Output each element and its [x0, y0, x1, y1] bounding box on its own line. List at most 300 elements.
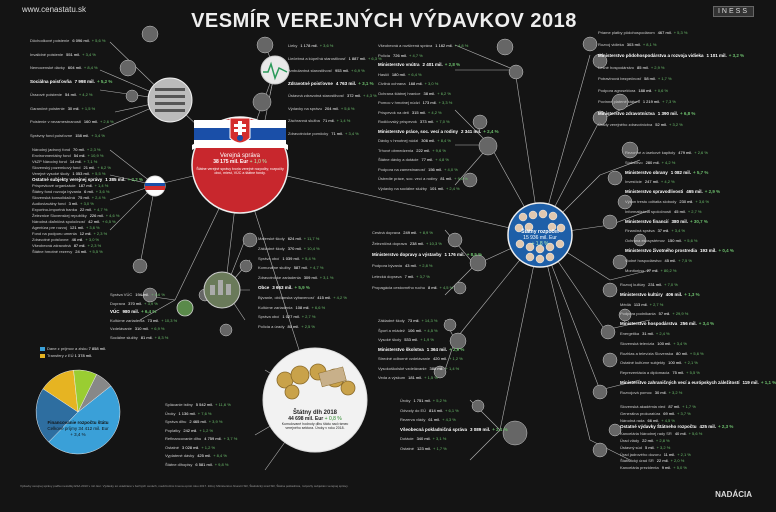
item-change: + 1,7 %	[433, 445, 447, 451]
item-value: 123 mil.	[417, 445, 432, 451]
left-mid-item-6	[32, 183, 108, 188]
item-change: + 2,7 %	[687, 208, 702, 214]
item-value: 425 mil.	[699, 424, 717, 430]
item-value: 373 mil.	[419, 119, 434, 124]
center-change: + 1,0 %	[249, 159, 267, 165]
item-value: 31 mil.	[642, 331, 654, 336]
obce-item-4	[258, 275, 333, 280]
item-value: 11 mil.	[663, 451, 676, 457]
item-change: + 2,6 %	[694, 150, 708, 155]
pie-legend-value-0: 7 858 mil.	[88, 346, 106, 351]
item-name: Štatistický úrad SR	[620, 458, 654, 464]
item-change: + 30,7 %	[690, 218, 708, 224]
item-name: Ministerstvo pôdohospodárstva a rozvoja vidieka	[598, 53, 704, 58]
item-name: Polícia a úrady	[258, 324, 285, 330]
item-value: 231 mil.	[648, 282, 663, 287]
item-change: + 7,3 %	[662, 99, 676, 104]
item-name: Monitoring	[625, 267, 644, 273]
item-change: + 8,4 %	[213, 453, 227, 458]
item-name: Všeobecná a rozšírená správa	[378, 43, 433, 48]
item-value: 24 mil.	[75, 249, 88, 254]
bottom-right-item-0	[620, 404, 696, 409]
item-value: 980 mil.	[122, 309, 140, 314]
item-value: 587 mil.	[293, 265, 308, 271]
item-change: + 4,3 %	[362, 93, 377, 98]
item-value: 204 mil.	[324, 105, 339, 111]
item-value: 46 mil.	[71, 237, 84, 242]
statny-rozpocet-label	[515, 229, 565, 247]
item-value: 40 mil.	[674, 431, 687, 437]
item-value: 77 mil.	[421, 157, 434, 162]
center-value	[195, 159, 285, 165]
item-change: + 5,6 %	[683, 238, 698, 244]
item-name: Slovenská akadémia vied	[620, 404, 666, 409]
item-value: 230 mil.	[679, 199, 694, 204]
mid-center-item-14	[378, 176, 468, 181]
item-name: Ministerstvo dopravy a výstavby	[372, 252, 442, 257]
left-top-item-5	[30, 106, 95, 111]
item-value: 61 mil.	[428, 417, 441, 422]
right-low-item-0	[620, 282, 678, 287]
sr-value: 15 936 mil. Eur	[523, 235, 557, 241]
item-value: 168 mil.	[408, 81, 423, 86]
right-mid-item-10	[625, 248, 734, 253]
item-change: + 3,0 %	[424, 81, 439, 86]
item-value: 30 mil.	[654, 389, 667, 395]
left-top-item-7	[30, 133, 105, 138]
item-name: Kancelária Národnej rady SR	[620, 431, 672, 437]
item-change: + 4,7 %	[93, 207, 108, 212]
item-name: Energetika	[620, 331, 640, 336]
item-name: Doprava	[110, 300, 126, 306]
item-name: Podpora podnikania	[620, 311, 656, 317]
item-value: 467 mil.	[657, 30, 672, 35]
item-change: + 4,6 %	[151, 292, 165, 297]
item-value: 194 mil.	[135, 292, 150, 297]
item-change: + 3,6 %	[319, 43, 334, 48]
item-value: 604 mil.	[67, 65, 82, 70]
right-mid-item-2	[625, 170, 708, 175]
item-change: + 3,4 %	[91, 132, 105, 138]
item-change: + 5,9 %	[294, 285, 310, 290]
pie-chart	[36, 370, 120, 454]
item-value: 52 mil.	[655, 122, 668, 127]
dlh-items-item-1	[165, 411, 211, 416]
item-change: + 8,4 %	[83, 65, 98, 70]
mid-center-item-1	[378, 53, 423, 58]
item-name: Výdavky na sociálne služby	[378, 185, 427, 191]
left-mid-item-0	[32, 147, 101, 152]
item-value: 54 mil.	[73, 153, 86, 158]
item-value: 193 mil.	[700, 248, 717, 253]
item-value: 238 mil.	[409, 241, 424, 246]
item-name: Príspevkové organizácie	[32, 183, 76, 188]
item-value: 119 mil.	[742, 380, 759, 385]
item-name: Zdravotné poisťovne	[32, 237, 69, 242]
bottom-mid-item-1	[400, 408, 459, 413]
item-name: Podpora agrosektora	[598, 87, 636, 93]
item-value: 726 mil.	[393, 52, 408, 58]
item-change: + 3,0 %	[85, 237, 100, 242]
item-change: + 6,2 %	[437, 90, 451, 96]
item-value: 187 mil.	[78, 183, 93, 188]
mid-center-item-11	[378, 148, 446, 153]
item-change: + 2,4 %	[445, 185, 460, 191]
item-value: 87 mil.	[73, 243, 86, 248]
item-value: 306 mil.	[421, 138, 436, 143]
item-value: 180 mil.	[391, 71, 406, 77]
item-change: + 8,5 %	[466, 252, 483, 257]
item-name: Ministerstvo zahraničných vecí a európskych záležitostí	[620, 380, 740, 385]
item-change: + 3,6 %	[85, 225, 100, 230]
item-change: + 6,9 %	[150, 326, 165, 331]
item-value: 2 465 mil.	[189, 419, 207, 424]
left-mid-item-8	[32, 195, 105, 200]
right-mid-item-8	[625, 228, 685, 233]
left-top-item-6	[30, 119, 114, 124]
item-change: + 5,6 %	[340, 105, 355, 111]
item-name: Ambulantná starostlivosť	[288, 68, 332, 73]
item-value: 226 mil.	[89, 213, 104, 218]
item-value: 1 219 mil.	[642, 99, 661, 104]
item-change: + 5,2 %	[432, 398, 447, 403]
item-name: Rozvojová pomoc	[620, 389, 652, 395]
item-value: 249 mil.	[403, 230, 418, 235]
right-low-item-10	[620, 380, 776, 385]
item-name: Médiá	[620, 301, 631, 307]
item-name: Ústavný súd	[620, 444, 643, 450]
item-value: 106 mil.	[407, 327, 422, 333]
dlh-items-item-0	[165, 402, 231, 407]
item-change: + 6,5 %	[101, 219, 116, 224]
item-change: + 5,5 %	[89, 249, 103, 254]
left-top-item-3	[30, 79, 112, 84]
item-change: + 6,1 %	[445, 407, 459, 413]
item-value: 156 mil.	[428, 166, 443, 172]
right-top-item-3	[598, 65, 665, 70]
item-change: + 3,0 %	[80, 201, 94, 206]
item-name: Poplatky	[165, 427, 181, 433]
item-value: 4 763 mil.	[335, 80, 357, 86]
item-name: Ostatné	[400, 445, 415, 451]
item-name: Kultúrne zariadenia	[110, 317, 145, 323]
item-name: Hasiči	[378, 71, 389, 77]
dopravy-item-5	[372, 285, 453, 290]
item-change: + 29,9 %	[672, 311, 689, 317]
item-change: + 2,7 %	[649, 301, 664, 307]
item-change: + 1,4 %	[445, 365, 460, 371]
item-name: Štátne dávky a dotácie	[378, 157, 419, 162]
item-value: 101 mil.	[429, 185, 444, 191]
item-value: 3 mil.	[68, 201, 79, 206]
item-value: 73 mil.	[147, 317, 160, 323]
item-value: 43 mil.	[405, 263, 417, 268]
right-low-item-1	[620, 292, 700, 297]
item-change: + 9,8 %	[454, 176, 468, 181]
item-name: Rezerva vlády	[400, 417, 426, 422]
item-value: 1 178 mil.	[300, 43, 318, 48]
obce-item-5	[258, 285, 310, 290]
item-name: Rezortné a úsekové kapitoly	[625, 150, 676, 155]
right-mid-item-1	[625, 160, 675, 165]
dlh-title: Štátny dlh 2018	[292, 410, 337, 416]
item-change: + 6,8 %	[680, 110, 696, 116]
item-change: + 7,6 %	[197, 410, 212, 416]
left-mid-item-3	[32, 165, 111, 170]
item-value: 624 mil.	[287, 236, 302, 241]
item-name: Invalidné poistenie	[30, 51, 64, 57]
item-value: 69 mil.	[663, 410, 676, 416]
right-low-item-2	[620, 302, 663, 307]
bottom-mid-item-4	[400, 436, 446, 441]
item-change: + 2,9 %	[704, 189, 721, 195]
item-change: + 3,4 %	[698, 321, 715, 327]
item-change: + 2,1 %	[492, 426, 508, 432]
item-value: 8 mil.	[427, 285, 438, 290]
item-name: Základné školy	[258, 245, 285, 251]
item-change: + 9,8 %	[214, 461, 229, 467]
item-value: 1 027 mil.	[282, 314, 300, 320]
item-value: 242 mil.	[183, 427, 198, 433]
bottom-right-item-1	[620, 411, 691, 416]
item-change: + 4,8 %	[435, 157, 449, 162]
item-change: + 2,3 %	[87, 243, 102, 248]
item-value: 37 mil.	[657, 228, 670, 234]
item-name: Rozhlas a televízia Slovenska	[620, 350, 674, 356]
left-mid-item-15	[32, 237, 99, 242]
item-name: Propagácia cestovného ruchu	[372, 285, 425, 290]
item-name: Ministerstvo hospodárstva	[620, 321, 678, 327]
item-name: Exportno-importná banka	[32, 207, 77, 212]
item-name: Liečebná a kúpeľná starostlivosť	[288, 55, 346, 61]
item-change: + 4,3 %	[442, 417, 456, 422]
item-change: + 2,2 %	[127, 177, 143, 182]
bottom-right-item-4	[620, 431, 702, 436]
mid-center-item-8	[378, 119, 450, 124]
item-value: 45 mil.	[674, 208, 686, 214]
item-change: + 8,9 %	[419, 230, 433, 235]
left-top-item-0	[30, 38, 105, 43]
item-name: Výdavky na správu	[288, 105, 322, 111]
right-top-item-6	[598, 99, 676, 104]
item-value: 7 mil.	[404, 274, 415, 279]
item-name: Odvody do EÚ	[400, 407, 427, 413]
item-name: Správa obcí	[258, 255, 280, 261]
item-change: + 3,9 %	[144, 300, 158, 306]
pie-legend-name-0: Dane z príjmov a zisku	[47, 346, 88, 351]
item-name: Vzdelávanie	[110, 326, 132, 331]
item-change: + 5,3 %	[673, 30, 688, 35]
item-value: 1 364 mil.	[426, 346, 448, 352]
left-low-item-5	[110, 335, 168, 340]
item-change: + 0,4 %	[718, 248, 734, 253]
item-value: 465 mil.	[686, 189, 703, 195]
left-mid-item-1	[32, 153, 103, 158]
item-value: 814 mil.	[429, 407, 444, 413]
item-value: 14 mil.	[69, 159, 82, 164]
item-name: VšZP Národný fond	[32, 159, 67, 164]
item-name: Sociálne služby	[110, 334, 138, 340]
item-name: Lieky	[288, 43, 298, 48]
obce-item-1	[258, 246, 320, 251]
right-top-item-1	[598, 42, 657, 47]
bottom-right-item-5	[620, 438, 670, 443]
item-change: + 4,2 %	[78, 92, 93, 97]
right-low-item-6	[620, 341, 687, 346]
item-value: 108 mil.	[295, 304, 310, 310]
item-name: VÚC	[110, 309, 120, 314]
item-change: + 0,6 %	[654, 87, 669, 93]
item-value: 80 mil.	[676, 350, 688, 356]
right-mid-item-12	[625, 268, 676, 273]
item-change: + 4,6 %	[105, 213, 120, 218]
item-change: + 3,4 %	[345, 130, 359, 136]
mid-center-item-5	[378, 91, 451, 96]
dlh-items-item-4	[165, 436, 237, 441]
left-low-item-3	[110, 318, 177, 323]
item-change: + 80,2 %	[660, 267, 677, 273]
item-change: + 1,7 %	[682, 404, 696, 409]
skolstvo-item-1	[378, 328, 438, 333]
item-value: 406 mil.	[665, 291, 683, 297]
item-name: Základné školy	[378, 318, 405, 323]
item-change: + 2,4 %	[483, 128, 499, 134]
item-value: 71 mil.	[322, 118, 335, 123]
item-value: 953 mil.	[334, 68, 349, 73]
item-change: + 4,7 %	[409, 52, 423, 58]
item-name: Civilná ochrana	[378, 81, 406, 86]
item-name: Potravinová bezpečnosť	[598, 76, 642, 81]
right-low-item-5	[620, 331, 670, 336]
right-mid-item-9	[625, 238, 698, 243]
item-value: 58 mil.	[644, 76, 656, 81]
item-change: + 3,6 %	[95, 189, 110, 194]
bottom-right-item-3	[620, 424, 733, 429]
item-change: + 3,1 %	[358, 80, 374, 86]
item-name: Štátny fond rozvoja bývania	[32, 189, 82, 194]
right-low-item-4	[620, 321, 714, 326]
item-name: Správny fond poisťovne	[30, 132, 73, 138]
item-value: 3 089 mil.	[470, 426, 491, 432]
item-name: Úroky	[165, 410, 176, 416]
item-name: Štátne hmotné rezervy	[32, 249, 73, 254]
item-name: Ministerstvo kultúry	[620, 291, 663, 297]
item-value: 38 mil.	[423, 90, 436, 96]
bottom-right-item-9	[620, 465, 687, 470]
item-name: Železnice Slovenskej republiky	[32, 213, 87, 218]
item-name: Polícia	[378, 52, 391, 58]
item-change: + 4,2 %	[660, 179, 675, 185]
item-value: 113 mil.	[633, 301, 648, 307]
item-name: Úrad jadrového dozoru	[620, 451, 661, 457]
right-low-item-9	[620, 370, 700, 375]
item-value: 1 390 mil.	[657, 110, 679, 116]
item-name: Ministerstvo obrany	[625, 169, 668, 175]
right-mid-item-4	[625, 189, 720, 194]
item-name: Ministerstvo zdravotníctva	[598, 110, 655, 116]
top-center-item-0	[288, 43, 333, 48]
right-low-item-7	[620, 351, 704, 356]
mid-center-item-4	[378, 81, 438, 86]
item-change: + 4,5 %	[423, 327, 438, 333]
dlh-items-item-3	[165, 428, 213, 433]
item-name: Cestná doprava	[372, 230, 401, 235]
item-change: + 3,4 %	[671, 228, 686, 234]
item-value: 45 mil.	[664, 257, 677, 263]
item-value: 4 759 mil.	[204, 436, 222, 441]
item-change: + 5,0 %	[673, 465, 687, 471]
left-mid-item-13	[32, 225, 100, 230]
item-name: Priame platby pôdohospodárom	[598, 30, 655, 35]
item-change: + 1,9 %	[420, 337, 434, 342]
item-change: + 5,4 %	[301, 255, 316, 261]
item-change: + 1,2 %	[449, 356, 463, 361]
item-name: Všeobecná pokladničná správa	[400, 426, 468, 432]
item-value: 6 mil.	[84, 189, 94, 194]
item-value: 22 mil.	[79, 207, 92, 212]
item-change: + 3,6 %	[695, 199, 710, 204]
item-name: Všeobecná zdravotná	[32, 243, 71, 248]
item-value: 1 082 mil.	[670, 169, 692, 175]
item-value: 150 mil.	[667, 238, 682, 244]
item-name: Rodičovský príspevok	[378, 119, 417, 124]
item-value: 380 mil.	[429, 365, 444, 371]
dlh-label	[275, 410, 355, 430]
item-name: Úrad vlády	[620, 438, 640, 443]
site-url[interactable]: www.cenastatu.sk	[22, 5, 87, 14]
item-value: 81 mil.	[140, 334, 153, 340]
dopravy-item-3	[372, 263, 433, 268]
item-name: Reprezentácia a diplomacia	[620, 370, 670, 376]
item-value: 54 mil.	[65, 92, 77, 97]
item-change: + 2,1 %	[677, 451, 691, 457]
item-value: 420 mil.	[433, 356, 448, 361]
right-mid-item-7	[625, 219, 708, 224]
left-top-item-4	[30, 92, 93, 97]
left-mid-item-11	[32, 213, 119, 218]
right-mid-item-0	[625, 150, 708, 155]
item-change: + 4,5 %	[439, 285, 454, 290]
item-name: Vodné hospodárstvo	[625, 257, 662, 263]
item-name: Generálna prokuratúra	[620, 410, 661, 416]
item-name: Ostatné kultúrne subjekty	[620, 360, 666, 366]
item-change: + 2,9 %	[449, 346, 465, 352]
item-name: Agentúra pre rozvoj	[32, 225, 67, 230]
item-change: + 1,1 %	[760, 380, 776, 385]
item-change: + 11,7 %	[303, 236, 320, 241]
item-value: 22 mil.	[642, 438, 654, 443]
item-change: + 2,8 %	[444, 62, 461, 67]
obce-item-0	[258, 236, 319, 241]
item-name: Štátne dlhopisy	[165, 461, 193, 467]
skolstvo-item-6	[378, 375, 438, 380]
item-name: Bývanie, občianska vybavenosť	[258, 294, 315, 300]
bottom-right-item-7	[620, 452, 691, 457]
item-change: + 8,3 %	[154, 334, 169, 340]
skolstvo-item-5	[378, 366, 459, 371]
mid-center-item-3	[378, 72, 422, 77]
item-name: Komunálne služby	[258, 265, 291, 271]
top-center-item-5	[288, 106, 355, 111]
item-name: Ministerstvo školstva	[378, 346, 424, 352]
mid-center-item-9	[378, 129, 499, 134]
top-center-item-7	[288, 131, 359, 136]
item-value: 75 mil.	[77, 195, 90, 200]
item-value: 247 mil.	[644, 179, 659, 185]
item-change: + 1,4 %	[94, 183, 109, 188]
item-change: + 5,6 %	[91, 38, 106, 43]
item-value: 75 mil.	[672, 370, 685, 376]
